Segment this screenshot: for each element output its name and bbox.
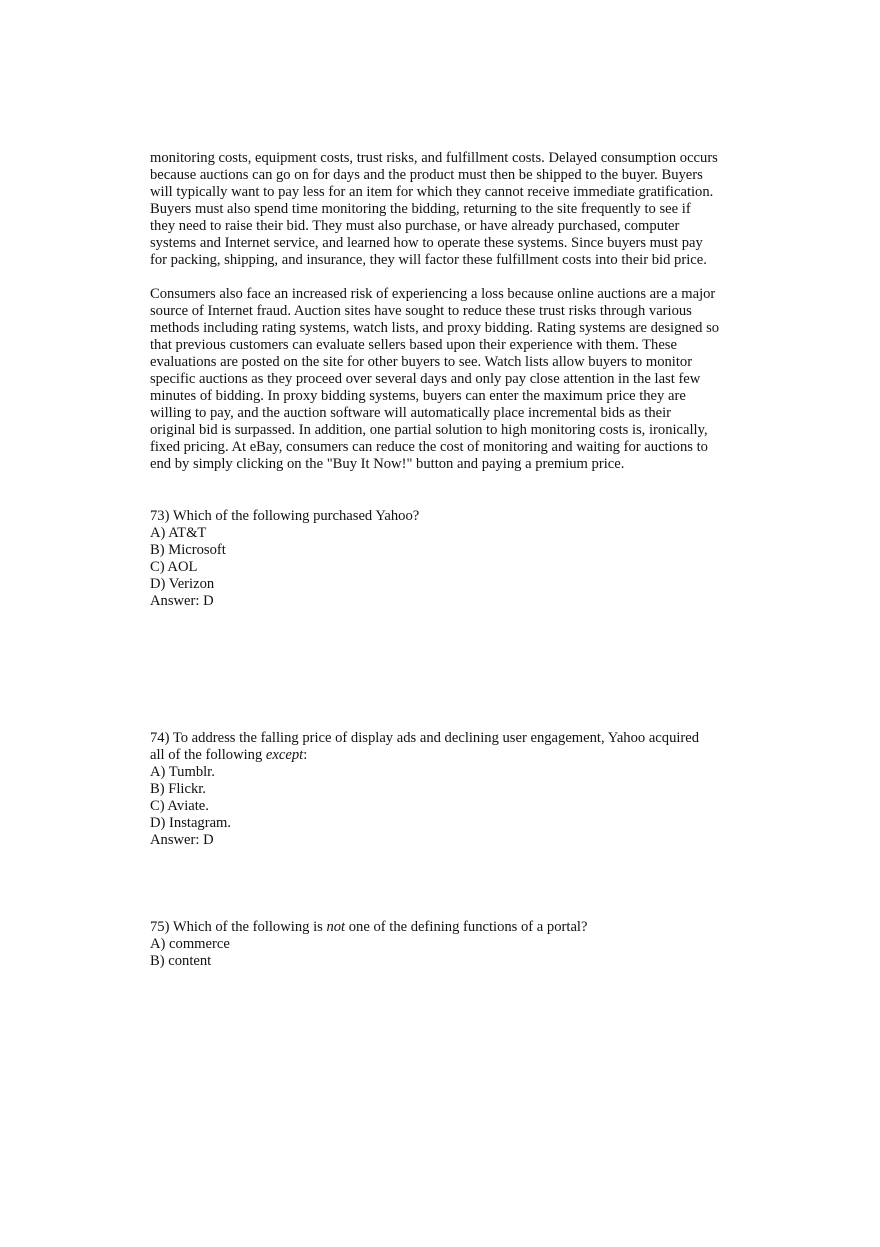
text-line: specific auctions as they proceed over several days and only pay close attention in the last few xyxy=(150,371,701,387)
text-line: original bid is surpassed. In addition, one partial solution to high monitoring costs is, ironically, xyxy=(150,422,708,438)
text-line: fixed pricing. At eBay, consumers can reduce the cost of monitoring and waiting for auctions to xyxy=(150,439,708,455)
text-line: they need to raise their bid. They must also purchase, or have already purchased, computer xyxy=(150,218,680,234)
option-c: C) AOL xyxy=(150,559,198,575)
text-line: Buyers must also spend time monitoring the bidding, returning to the site frequently to see if xyxy=(150,201,691,217)
text-line: systems and Internet service, and learned how to operate these systems. Since buyers must pay xyxy=(150,235,703,251)
answer: Answer: D xyxy=(150,593,214,609)
option-c: C) Aviate. xyxy=(150,798,209,814)
text-line: willing to pay, and the auction software will automatically place incremental bids as their xyxy=(150,405,672,421)
text-line: Consumers also face an increased risk of experiencing a loss because online auctions are a major xyxy=(150,286,716,302)
text-line: will typically want to pay less for an item for which they cannot receive immediate gratification. xyxy=(150,184,714,200)
question-74 xyxy=(150,730,699,849)
question-text: 74) To address the falling price of display ads and declining user engagement, Yahoo acquired xyxy=(150,730,700,746)
text-line: because auctions can go on for days and the product must then be shipped to the buyer. Buyers xyxy=(150,167,703,183)
question-text-part: one of the defining functions of a portal? xyxy=(345,919,588,935)
question-text xyxy=(150,919,587,936)
text-line: minutes of bidding. In proxy bidding systems, buyers can enter the maximum price they are xyxy=(150,388,686,404)
option-b: B) Microsoft xyxy=(150,542,226,558)
option-d: D) Instagram. xyxy=(150,815,232,831)
text-line: end by simply clicking on the "Buy It Now!" button and paying a premium price. xyxy=(150,456,625,472)
question-75 xyxy=(150,919,587,970)
text-line: that previous customers can evaluate sellers based upon their experience with them. These xyxy=(150,337,677,353)
answer: Answer: D xyxy=(150,832,214,848)
emphasis: not xyxy=(326,919,346,935)
question-text: 73) Which of the following purchased Yahoo? xyxy=(150,508,420,524)
question-73 xyxy=(150,508,419,610)
text-line: monitoring costs, equipment costs, trust risks, and fulfillment costs. Delayed consumption occurs xyxy=(150,150,718,166)
question-text-part: : xyxy=(303,747,308,763)
explanation-paragraph-1 xyxy=(150,150,718,269)
question-text-part: all of the following xyxy=(150,747,266,763)
explanation-paragraph-2 xyxy=(150,286,719,473)
option-a: A) Tumblr. xyxy=(150,764,215,780)
text-line: for packing, shipping, and insurance, they will factor these fulfillment costs into their bid price. xyxy=(150,252,707,268)
option-a: A) commerce xyxy=(150,936,230,952)
text-line: source of Internet fraud. Auction sites have sought to reduce these trust risks through various xyxy=(150,303,692,319)
option-b: B) Flickr. xyxy=(150,781,206,797)
option-b: B) content xyxy=(150,953,212,969)
text-line: evaluations are posted on the site for other buyers to see. Watch lists allow buyers to monitor xyxy=(150,354,693,370)
emphasis: except xyxy=(265,747,304,763)
question-text xyxy=(150,747,699,764)
option-a: A) AT&T xyxy=(150,525,207,541)
text-line: methods including rating systems, watch lists, and proxy bidding. Rating systems are designed so xyxy=(150,320,720,336)
question-text-part: 75) Which of the following is xyxy=(150,919,327,935)
option-d: D) Verizon xyxy=(150,576,215,592)
